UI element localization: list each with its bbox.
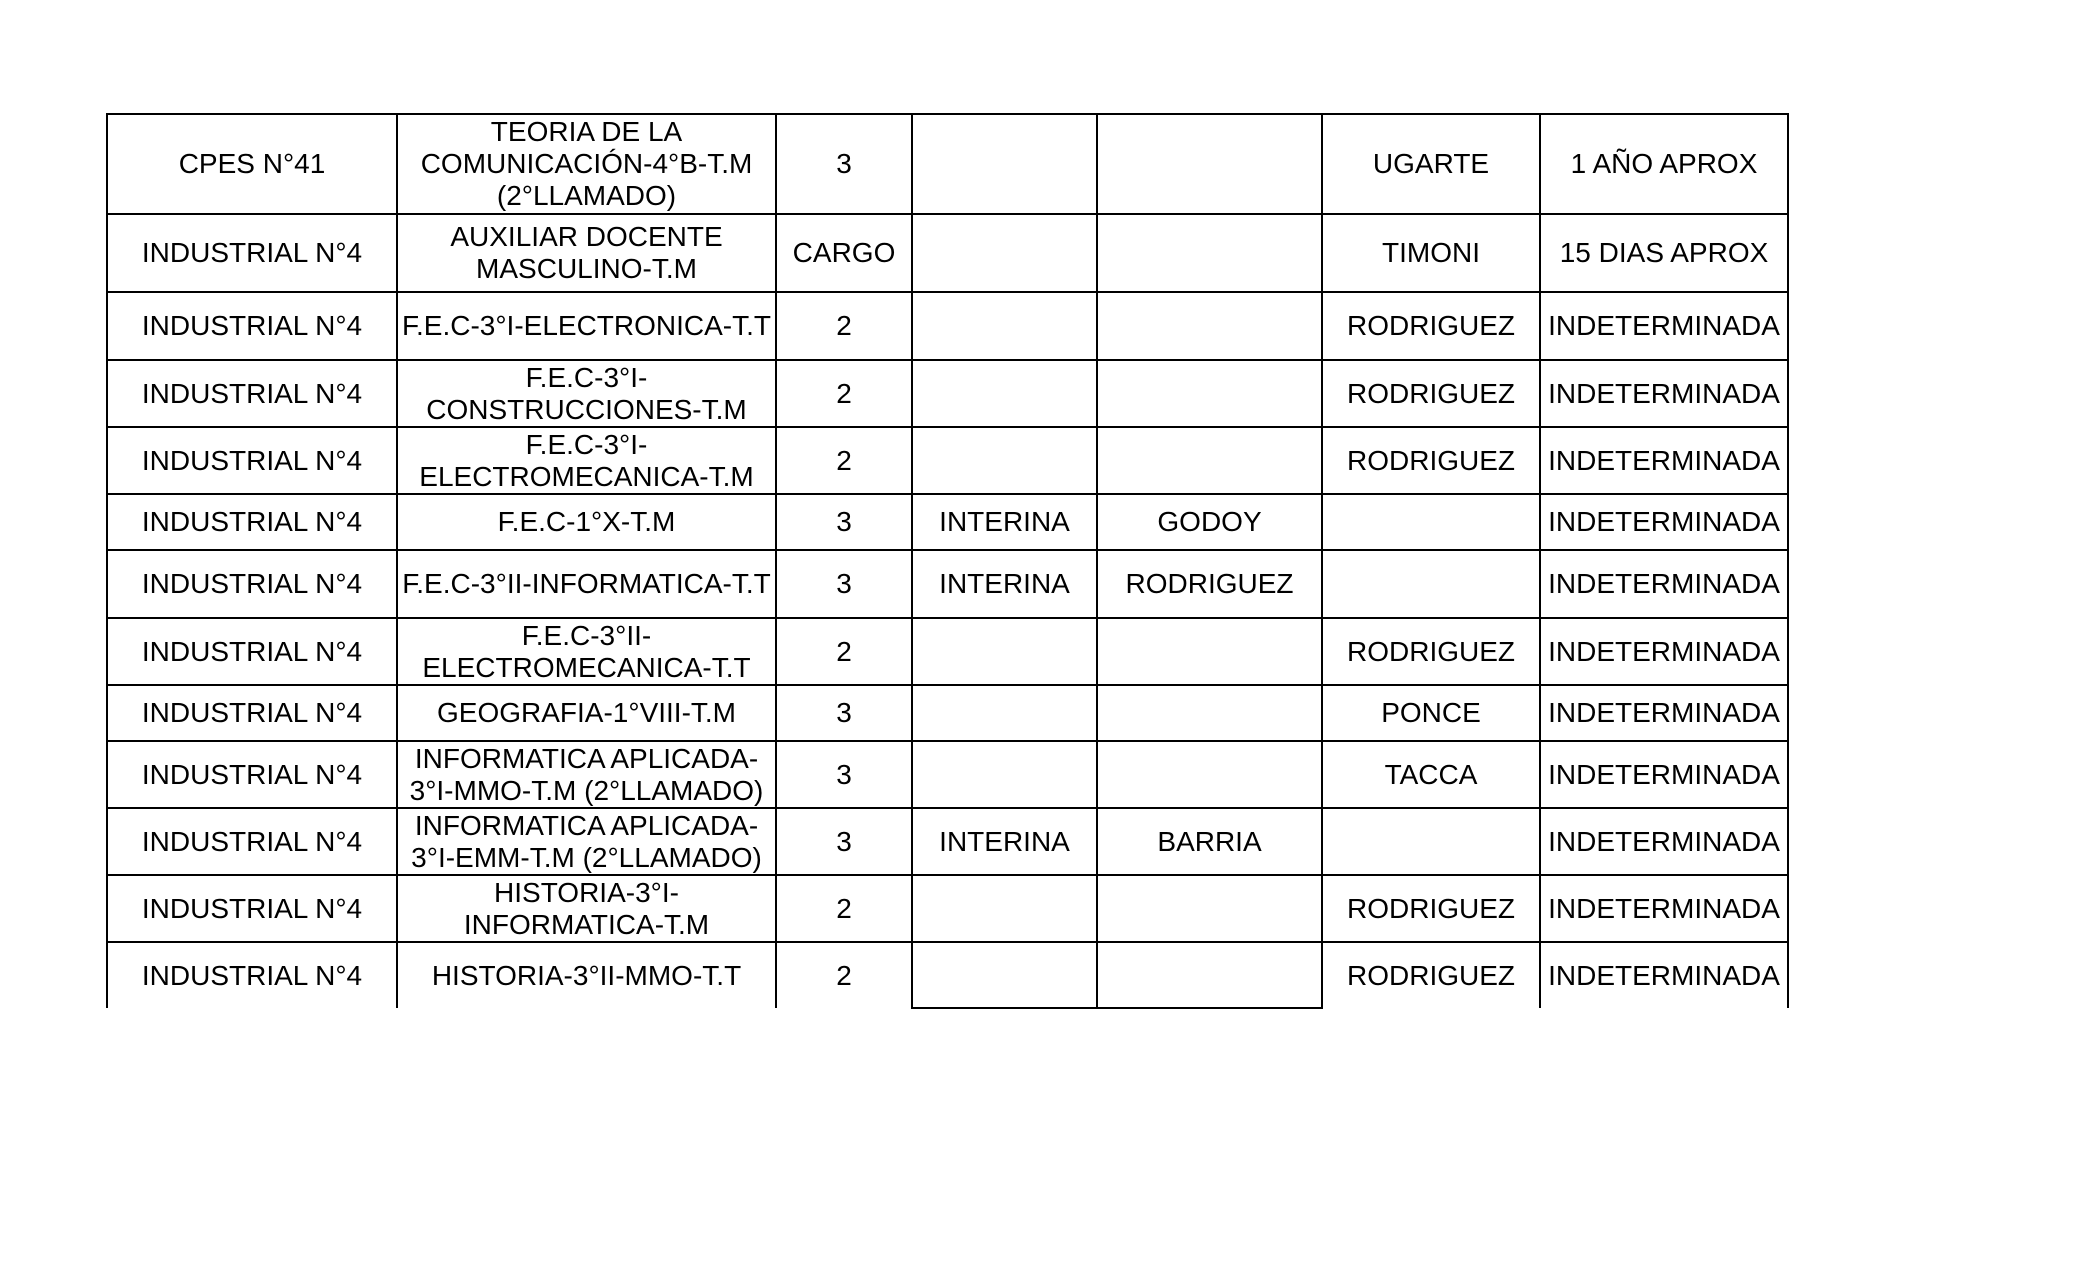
duration-cell: INDETERMINADA — [1540, 741, 1788, 808]
hours-cell: 2 — [776, 942, 912, 1008]
replaced-cell: RODRIGUEZ — [1322, 618, 1540, 685]
teacher-cell — [1097, 214, 1322, 292]
hours-cell: 2 — [776, 292, 912, 360]
duration-cell: INDETERMINADA — [1540, 550, 1788, 618]
teacher-cell — [1097, 942, 1322, 1008]
teacher-cell: GODOY — [1097, 494, 1322, 550]
table-row — [107, 875, 1788, 942]
school-cell: INDUSTRIAL N°4 — [107, 618, 397, 685]
subject-cell: GEOGRAFIA-1°VIII-T.M — [397, 685, 776, 741]
school-cell: INDUSTRIAL N°4 — [107, 942, 397, 1008]
spreadsheet-table — [106, 113, 1789, 1009]
subject-cell: HISTORIA-3°II-MMO-T.T — [397, 942, 776, 1008]
status-cell — [912, 214, 1097, 292]
hours-cell: 3 — [776, 494, 912, 550]
replaced-cell: UGARTE — [1322, 114, 1540, 214]
hours-cell: 3 — [776, 550, 912, 618]
table-row — [107, 292, 1788, 360]
school-cell: INDUSTRIAL N°4 — [107, 808, 397, 875]
status-cell — [912, 292, 1097, 360]
replaced-cell: TIMONI — [1322, 214, 1540, 292]
duration-cell: INDETERMINADA — [1540, 427, 1788, 494]
duration-cell: INDETERMINADA — [1540, 494, 1788, 550]
duration-cell: 1 AÑO APROX — [1540, 114, 1788, 214]
status-cell — [912, 685, 1097, 741]
status-cell — [912, 942, 1097, 1008]
hours-cell: 2 — [776, 427, 912, 494]
replaced-cell: RODRIGUEZ — [1322, 427, 1540, 494]
table-row — [107, 427, 1788, 494]
table-row — [107, 494, 1788, 550]
subject-cell: F.E.C-3°II-ELECTROMECANICA-T.T — [397, 618, 776, 685]
table-row — [107, 808, 1788, 875]
subject-cell: HISTORIA-3°I-INFORMATICA-T.M — [397, 875, 776, 942]
school-cell: INDUSTRIAL N°4 — [107, 292, 397, 360]
table-row — [107, 741, 1788, 808]
status-cell — [912, 427, 1097, 494]
duration-cell: INDETERMINADA — [1540, 942, 1788, 1008]
school-cell: INDUSTRIAL N°4 — [107, 214, 397, 292]
table-row — [107, 550, 1788, 618]
table-row — [107, 685, 1788, 741]
status-cell: INTERINA — [912, 494, 1097, 550]
duration-cell: INDETERMINADA — [1540, 360, 1788, 427]
school-cell: CPES N°41 — [107, 114, 397, 214]
replaced-cell: RODRIGUEZ — [1322, 942, 1540, 1008]
subject-cell: F.E.C-3°I-ELECTROMECANICA-T.M — [397, 427, 776, 494]
replaced-cell: TACCA — [1322, 741, 1540, 808]
duration-cell: INDETERMINADA — [1540, 292, 1788, 360]
teacher-cell — [1097, 685, 1322, 741]
status-cell: INTERINA — [912, 550, 1097, 618]
status-cell — [912, 360, 1097, 427]
replaced-cell — [1322, 550, 1540, 618]
subject-cell: F.E.C-3°I-ELECTRONICA-T.T — [397, 292, 776, 360]
teacher-cell — [1097, 427, 1322, 494]
duration-cell: INDETERMINADA — [1540, 875, 1788, 942]
hours-cell: 2 — [776, 360, 912, 427]
teacher-cell — [1097, 875, 1322, 942]
duration-cell: INDETERMINADA — [1540, 685, 1788, 741]
replaced-cell: RODRIGUEZ — [1322, 292, 1540, 360]
teacher-cell: BARRIA — [1097, 808, 1322, 875]
subject-cell: AUXILIAR DOCENTE MASCULINO-T.M — [397, 214, 776, 292]
replaced-cell: PONCE — [1322, 685, 1540, 741]
school-cell: INDUSTRIAL N°4 — [107, 494, 397, 550]
duration-cell: 15 DIAS APROX — [1540, 214, 1788, 292]
hours-cell: 3 — [776, 808, 912, 875]
replaced-cell — [1322, 808, 1540, 875]
subject-cell: F.E.C-1°X-T.M — [397, 494, 776, 550]
subject-cell: INFORMATICA APLICADA-3°I-EMM-T.M (2°LLAMADO) — [397, 808, 776, 875]
hours-cell: 2 — [776, 618, 912, 685]
school-cell: INDUSTRIAL N°4 — [107, 360, 397, 427]
hours-cell: 3 — [776, 685, 912, 741]
school-cell: INDUSTRIAL N°4 — [107, 427, 397, 494]
replaced-cell: RODRIGUEZ — [1322, 360, 1540, 427]
status-cell — [912, 618, 1097, 685]
school-cell: INDUSTRIAL N°4 — [107, 685, 397, 741]
status-cell — [912, 741, 1097, 808]
teacher-cell — [1097, 114, 1322, 214]
table-row — [107, 114, 1788, 214]
school-cell: INDUSTRIAL N°4 — [107, 741, 397, 808]
school-cell: INDUSTRIAL N°4 — [107, 550, 397, 618]
table-row — [107, 942, 1788, 1008]
subject-cell: INFORMATICA APLICADA-3°I-MMO-T.M (2°LLAMADO) — [397, 741, 776, 808]
hours-cell: 3 — [776, 741, 912, 808]
teacher-cell — [1097, 360, 1322, 427]
replaced-cell — [1322, 494, 1540, 550]
duration-cell: INDETERMINADA — [1540, 808, 1788, 875]
table-row — [107, 360, 1788, 427]
teacher-cell — [1097, 618, 1322, 685]
status-cell — [912, 114, 1097, 214]
subject-cell: F.E.C-3°I-CONSTRUCCIONES-T.M — [397, 360, 776, 427]
duration-cell: INDETERMINADA — [1540, 618, 1788, 685]
teacher-cell — [1097, 292, 1322, 360]
hours-cell: 2 — [776, 875, 912, 942]
status-cell: INTERINA — [912, 808, 1097, 875]
hours-cell: 3 — [776, 114, 912, 214]
status-cell — [912, 875, 1097, 942]
subject-cell: TEORIA DE LA COMUNICACIÓN-4°B-T.M (2°LLAMADO) — [397, 114, 776, 214]
replaced-cell: RODRIGUEZ — [1322, 875, 1540, 942]
teacher-cell: RODRIGUEZ — [1097, 550, 1322, 618]
school-cell: INDUSTRIAL N°4 — [107, 875, 397, 942]
teacher-cell — [1097, 741, 1322, 808]
subject-cell: F.E.C-3°II-INFORMATICA-T.T — [397, 550, 776, 618]
table-row — [107, 214, 1788, 292]
table-row — [107, 618, 1788, 685]
hours-cell: CARGO — [776, 214, 912, 292]
